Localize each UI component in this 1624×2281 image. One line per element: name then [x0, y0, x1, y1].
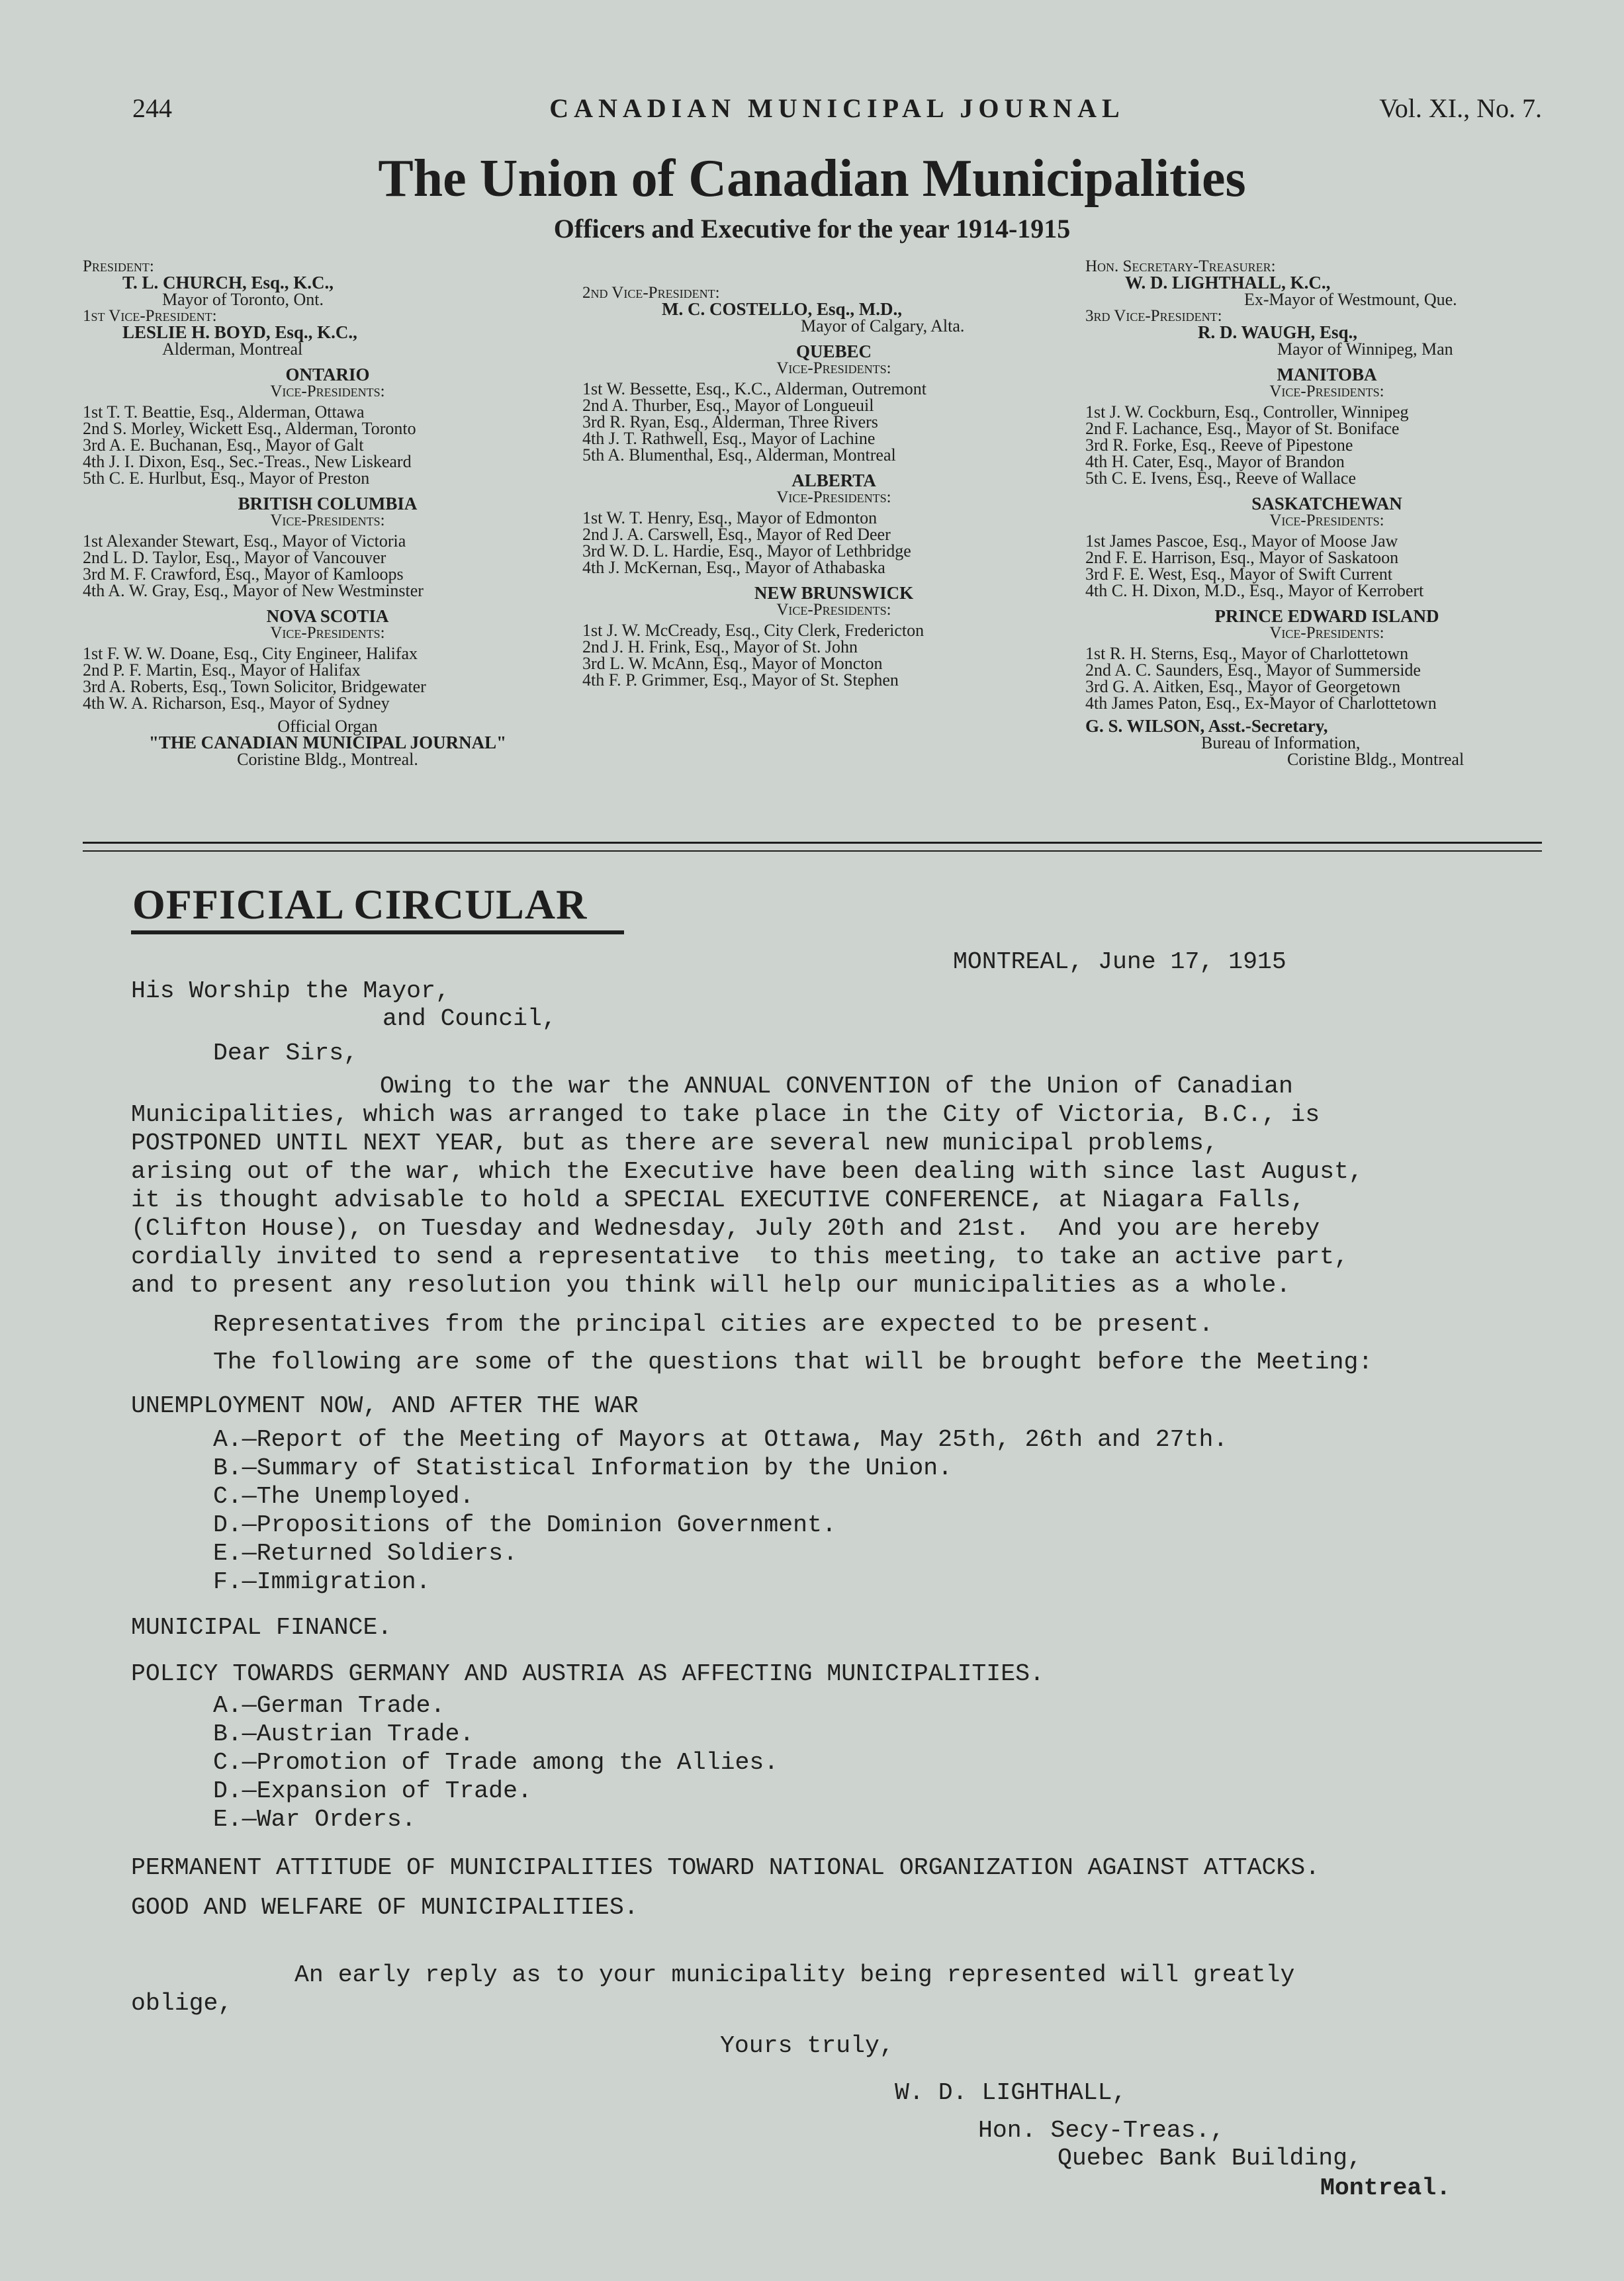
page-number: 244 — [132, 93, 172, 123]
vp-row: 4th A. W. Gray, Esq., Mayor of New Westminster — [83, 581, 424, 600]
body-line: it is thought advisable to hold a SPECIAL EXECUTIVE CONFERENCE, at Niagara Falls, — [131, 1186, 1306, 1214]
vp1-role: Alderman, Montreal — [162, 339, 303, 359]
executive-middle-column — [582, 285, 1085, 688]
vp-row: 3rd W. D. L. Hardie, Esq., Mayor of Lethbridge — [582, 541, 911, 560]
vp2-role: Mayor of Calgary, Alta. — [801, 316, 965, 335]
province-manitoba: MANITOBA — [1277, 365, 1377, 384]
vp-row: 2nd S. Morley, Wickett Esq., Alderman, Toronto — [83, 419, 416, 438]
vp-row: 3rd A. E. Buchanan, Esq., Mayor of Galt — [83, 435, 364, 455]
section-heading-attitude: PERMANENT ATTITUDE OF MUNICIPALITIES TOWARD NATIONAL ORGANIZATION AGAINST ATTACKS. — [131, 1854, 1320, 1881]
valediction: Yours truly, — [720, 2032, 894, 2059]
vp1-label: 1st Vice-President: — [83, 307, 217, 325]
vp-row: 4th J. T. Rathwell, Esq., Mayor of Lachine — [582, 429, 876, 448]
running-head — [132, 93, 1542, 132]
section-heading-finance: MUNICIPAL FINANCE. — [131, 1614, 392, 1641]
vp-row: 5th A. Blumenthal, Esq., Alderman, Montreal — [582, 445, 896, 465]
secretary-name: W. D. LIGHTHALL, K.C., — [1125, 273, 1331, 292]
body-line: cordially invited to send a representative to this meeting, to take an active part, — [131, 1243, 1349, 1271]
vp-row: 2nd P. F. Martin, Esq., Mayor of Halifax — [83, 660, 361, 680]
vp-row: 1st James Pascoe, Esq., Mayor of Moose Jaw — [1085, 531, 1398, 551]
signature-title: Hon. Secy-Treas., — [978, 2117, 1225, 2144]
list-item: C.—The Unemployed. — [213, 1483, 474, 1510]
vp-row: 5th C. E. Ivens, Esq., Reeve of Wallace — [1085, 469, 1356, 488]
president-name: T. L. CHURCH, Esq., K.C., — [122, 273, 334, 292]
official-organ-address: Coristine Bldg., Montreal. — [237, 750, 418, 769]
vp-label: Vice-Presidents: — [776, 601, 891, 619]
page-title: The Union of Canadian Municipalities — [378, 150, 1246, 208]
signature-address: Quebec Bank Building, — [1058, 2145, 1362, 2172]
vp-row: 2nd F. Lachance, Esq., Mayor of St. Boniface — [1085, 419, 1400, 438]
page-subtitle: Officers and Executive for the year 1914-1915 — [553, 214, 1071, 244]
closing-line-2: oblige, — [131, 1990, 233, 2017]
official-organ-name: "THE CANADIAN MUNICIPAL JOURNAL" — [148, 733, 507, 752]
official-organ-label: Official Organ — [277, 717, 378, 736]
vp-label: Vice-Presidents: — [776, 488, 891, 506]
vp-row: 1st W. T. Henry, Esq., Mayor of Edmonton — [582, 508, 878, 527]
list-item: B.—Austrian Trade. — [213, 1721, 474, 1748]
vp-row: 1st J. W. McCready, Esq., City Clerk, Fredericton — [582, 621, 925, 640]
body-line: arising out of the war, which the Executive have been dealing with since last August, — [131, 1158, 1363, 1185]
greeting: Dear Sirs, — [213, 1040, 359, 1067]
assistant-secretary-name: G. S. WILSON, Asst.-Secretary, — [1085, 716, 1328, 736]
vp3-name: R. D. WAUGH, Esq., — [1198, 322, 1358, 342]
volume-number: Vol. XI., No. 7. — [1379, 93, 1542, 123]
circular-date: MONTREAL, June 17, 1915 — [953, 948, 1286, 975]
province-ontario: ONTARIO — [285, 365, 370, 384]
body-line: Owing to the war the ANNUAL CONVENTION of the Union of Canadian — [380, 1073, 1293, 1100]
list-item: B.—Summary of Statistical Information by the Union. — [213, 1454, 953, 1482]
province-alberta: ALBERTA — [791, 470, 876, 490]
list-item: E.—Returned Soldiers. — [213, 1540, 518, 1567]
vp-row: 4th F. P. Grimmer, Esq., Mayor of St. Stephen — [582, 670, 899, 690]
vp-row: 3rd L. W. McAnn, Esq., Mayor of Moncton — [582, 654, 883, 673]
executive-left-column — [83, 258, 572, 768]
assistant-bureau: Bureau of Information, — [1201, 733, 1361, 752]
circular-heading-underline — [131, 930, 624, 934]
vp3-label: 3rd Vice-President: — [1085, 307, 1222, 325]
closing-line-1: An early reply as to your municipality being represented will greatly — [294, 1961, 1295, 1989]
province-new-brunswick: NEW BRUNSWICK — [754, 583, 914, 603]
section-heading-unemployment: UNEMPLOYMENT NOW, AND AFTER THE WAR — [131, 1392, 639, 1419]
vp-label: Vice-Presidents: — [270, 624, 385, 642]
vp-row: 3rd G. A. Aitken, Esq., Mayor of Georgetown — [1085, 677, 1401, 696]
vp-label: Vice-Presidents: — [270, 382, 385, 400]
vp-row: 4th J. McKernan, Esq., Mayor of Athabaska — [582, 558, 885, 577]
vp2-label: 2nd Vice-President: — [582, 284, 720, 302]
vp-label: Vice-Presidents: — [776, 359, 891, 377]
president-role: Mayor of Toronto, Ont. — [162, 290, 324, 309]
vp-row: 1st J. W. Cockburn, Esq., Controller, Winnipeg — [1085, 402, 1409, 422]
province-pei: PRINCE EDWARD ISLAND — [1214, 606, 1439, 626]
president-label: President: — [83, 257, 154, 275]
list-item: C.—Promotion of Trade among the Allies. — [213, 1749, 779, 1776]
vp-label: Vice-Presidents: — [270, 512, 385, 529]
signature-city: Montreal. — [1320, 2174, 1451, 2202]
vp3-role: Mayor of Winnipeg, Man — [1277, 339, 1453, 359]
vp-label: Vice-Presidents: — [1269, 624, 1384, 642]
vp-label: Vice-Presidents: — [1269, 382, 1384, 400]
vp-row: 4th J. I. Dixon, Esq., Sec.-Treas., New Liskeard — [83, 452, 412, 471]
vp-row: 3rd R. Forke, Esq., Reeve of Pipestone — [1085, 435, 1353, 455]
body-line: (Clifton House), on Tuesday and Wednesday, July 20th and 21st. And you are hereby — [131, 1215, 1320, 1242]
vp-row: 3rd R. Ryan, Esq., Alderman, Three Rivers — [582, 412, 878, 431]
vp-row: 4th W. A. Richarson, Esq., Mayor of Sydney — [83, 693, 390, 713]
body-line: Municipalities, which was arranged to take place in the City of Victoria, B.C., is — [131, 1101, 1320, 1128]
province-quebec: QUEBEC — [795, 341, 872, 361]
list-item: E.—War Orders. — [213, 1806, 416, 1833]
secretary-role: Ex-Mayor of Westmount, Que. — [1244, 290, 1457, 309]
vp-row: 2nd J. A. Carswell, Esq., Mayor of Red Deer — [582, 525, 891, 544]
list-item: A.—German Trade. — [213, 1692, 445, 1719]
vp-row: 2nd A. Thurber, Esq., Mayor of Longueuil — [582, 396, 874, 415]
vp-row: 2nd L. D. Taylor, Esq., Mayor of Vancouver — [83, 548, 386, 567]
vp-row: 3rd M. F. Crawford, Esq., Mayor of Kamloops — [83, 564, 404, 584]
body-line: and to present any resolution you think will help our municipalities as a whole. — [131, 1272, 1291, 1299]
province-nova-scotia: NOVA SCOTIA — [266, 606, 389, 626]
vp-label: Vice-Presidents: — [1269, 512, 1384, 529]
vp-row: 1st Alexander Stewart, Esq., Mayor of Victoria — [83, 531, 406, 551]
signature-name: W. D. LIGHTHALL, — [895, 2079, 1127, 2106]
section-divider — [83, 842, 1542, 852]
list-item: D.—Expansion of Trade. — [213, 1777, 532, 1805]
province-british-columbia: BRITISH COLUMBIA — [238, 494, 418, 514]
list-item: D.—Propositions of the Dominion Government. — [213, 1511, 836, 1539]
body-line: POSTPONED UNTIL NEXT YEAR, but as there are several new municipal problems, — [131, 1130, 1218, 1157]
vp-row: 5th C. E. Hurlbut, Esq., Mayor of Preston — [83, 469, 370, 488]
vp-row: 3rd A. Roberts, Esq., Town Solicitor, Bridgewater — [83, 677, 426, 696]
representatives-line: Representatives from the principal cities are expected to be present. — [213, 1311, 1214, 1338]
vp-row: 1st W. Bessette, Esq., K.C., Alderman, Outremont — [582, 379, 926, 398]
vp-row: 4th H. Cater, Esq., Mayor of Brandon — [1085, 452, 1345, 471]
following-line: The following are some of the questions that will be brought before the Meeting: — [213, 1349, 1373, 1376]
salutation-line-1: His Worship the Mayor, — [131, 977, 450, 1005]
vp-row: 1st R. H. Sterns, Esq., Mayor of Charlottetown — [1085, 644, 1409, 663]
vp-row: 2nd F. E. Harrison, Esq., Mayor of Saskatoon — [1085, 548, 1399, 567]
circular-heading: OFFICIAL CIRCULAR — [132, 881, 588, 928]
salutation-line-2: and Council, — [383, 1005, 557, 1032]
province-saskatchewan: SASKATCHEWAN — [1251, 494, 1402, 514]
vp-row: 4th C. H. Dixon, M.D., Esq., Mayor of Kerrobert — [1085, 581, 1424, 600]
vp-row: 2nd J. H. Frink, Esq., Mayor of St. John — [582, 637, 858, 656]
vp-row: 3rd F. E. West, Esq., Mayor of Swift Current — [1085, 564, 1393, 584]
assistant-address: Coristine Bldg., Montreal — [1287, 750, 1465, 769]
section-heading-policy: POLICY TOWARDS GERMANY AND AUSTRIA AS AFFECTING MUNICIPALITIES. — [131, 1660, 1044, 1687]
secretary-label: Hon. Secretary-Treasurer: — [1085, 257, 1276, 275]
vp-row: 1st T. T. Beattie, Esq., Alderman, Ottawa — [83, 402, 365, 422]
vp1-name: LESLIE H. BOYD, Esq., K.C., — [122, 322, 357, 342]
vp-row: 1st F. W. W. Doane, Esq., City Engineer, Halifax — [83, 644, 418, 663]
journal-name: CANADIAN MUNICIPAL JOURNAL — [549, 93, 1125, 123]
section-heading-welfare: GOOD AND WELFARE OF MUNICIPALITIES. — [131, 1894, 639, 1921]
vp-row: 2nd A. C. Saunders, Esq., Mayor of Summerside — [1085, 660, 1421, 680]
list-item: A.—Report of the Meeting of Mayors at Ottawa, May 25th, 26th and 27th. — [213, 1426, 1228, 1453]
vp-row: 4th James Paton, Esq., Ex-Mayor of Charlottetown — [1085, 693, 1437, 713]
list-item: F.—Immigration. — [213, 1568, 431, 1595]
executive-right-column — [1085, 258, 1568, 768]
vp2-name: M. C. COSTELLO, Esq., M.D., — [662, 299, 903, 319]
